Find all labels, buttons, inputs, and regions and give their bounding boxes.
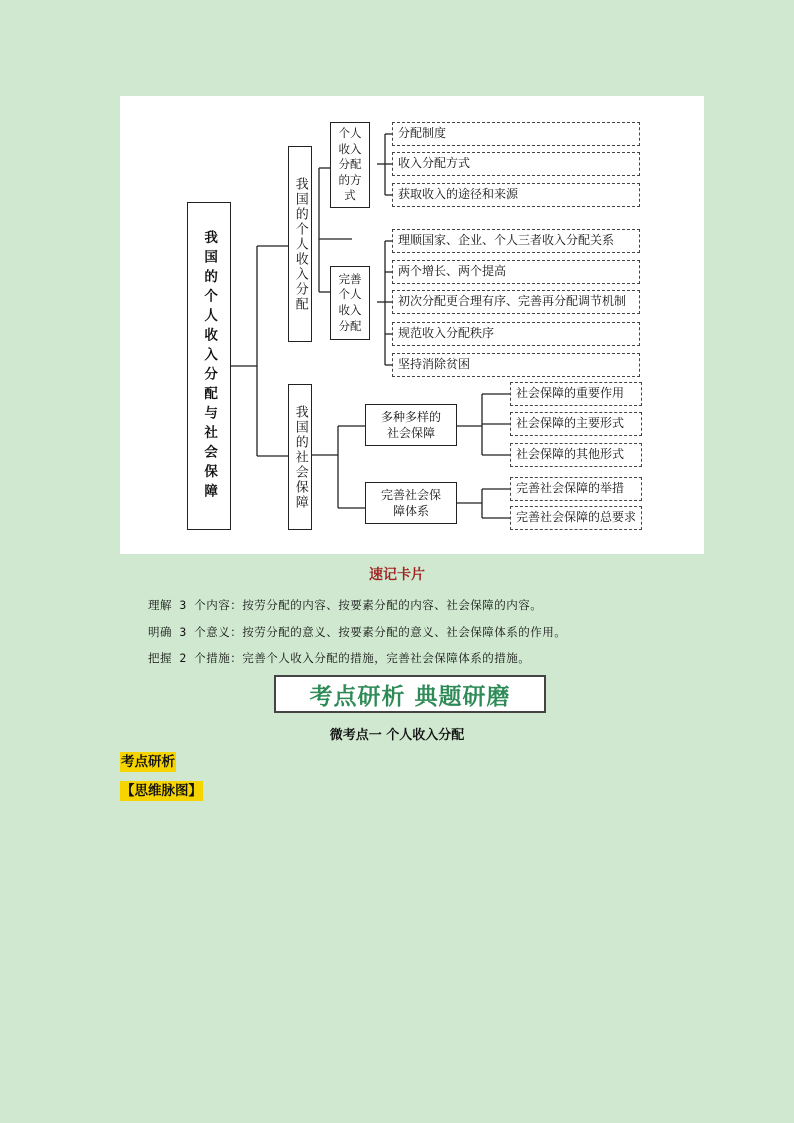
node-income-distribution: 我国的个人收入分配 [288, 146, 312, 342]
card-title: 速记卡片 [369, 567, 425, 583]
node-income-method: 个人收入分配的方式 [330, 122, 370, 208]
node-social-security: 我国的社会保障 [288, 384, 312, 530]
leaf-method-2: 收入分配方式 [392, 152, 640, 176]
banner-text: 考点研析 典题研磨 [309, 683, 511, 710]
knowledge-mindmap [120, 96, 704, 554]
section-banner [274, 675, 546, 713]
leaf-method-3: 获取收入的途径和来源 [392, 183, 640, 207]
leaf-diverse-1: 社会保障的重要作用 [510, 382, 642, 406]
card-line-2: 明确 3 个意义：按劳分配的意义、按要素分配的意义、社会保障体系的作用。 [148, 625, 567, 639]
section-label: 考点研析 [121, 754, 175, 770]
root-node: 我国的个人收入分配与社会保障 [187, 202, 231, 530]
leaf-method-1: 分配制度 [392, 122, 640, 146]
leaf-system-2: 完善社会保障的总要求 [510, 506, 642, 530]
leaf-diverse-3: 社会保障的其他形式 [510, 443, 642, 467]
leaf-improve-4: 规范收入分配秩序 [392, 322, 640, 346]
node-income-improve: 完善个人收入分配 [330, 266, 370, 340]
leaf-system-1: 完善社会保障的举措 [510, 477, 642, 501]
leaf-diverse-2: 社会保障的主要形式 [510, 412, 642, 436]
subheading: 微考点一 个人收入分配 [329, 728, 465, 743]
leaf-improve-2: 两个增长、两个提高 [392, 260, 640, 284]
leaf-improve-3: 初次分配更合理有序、完善再分配调节机制 [392, 290, 640, 314]
leaf-improve-1: 理顺国家、企业、个人三者收入分配关系 [392, 229, 640, 253]
node-security-system: 完善社会保障体系 [365, 482, 457, 524]
tag-label: 【思维脉图】 [121, 783, 202, 799]
leaf-improve-5: 坚持消除贫困 [392, 353, 640, 377]
node-diverse-security: 多种多样的社会保障 [365, 404, 457, 446]
card-line-3: 把握 2 个措施：完善个人收入分配的措施，完善社会保障体系的措施。 [148, 651, 531, 665]
card-line-1: 理解 3 个内容：按劳分配的内容、按要素分配的内容、社会保障的内容。 [148, 598, 543, 612]
